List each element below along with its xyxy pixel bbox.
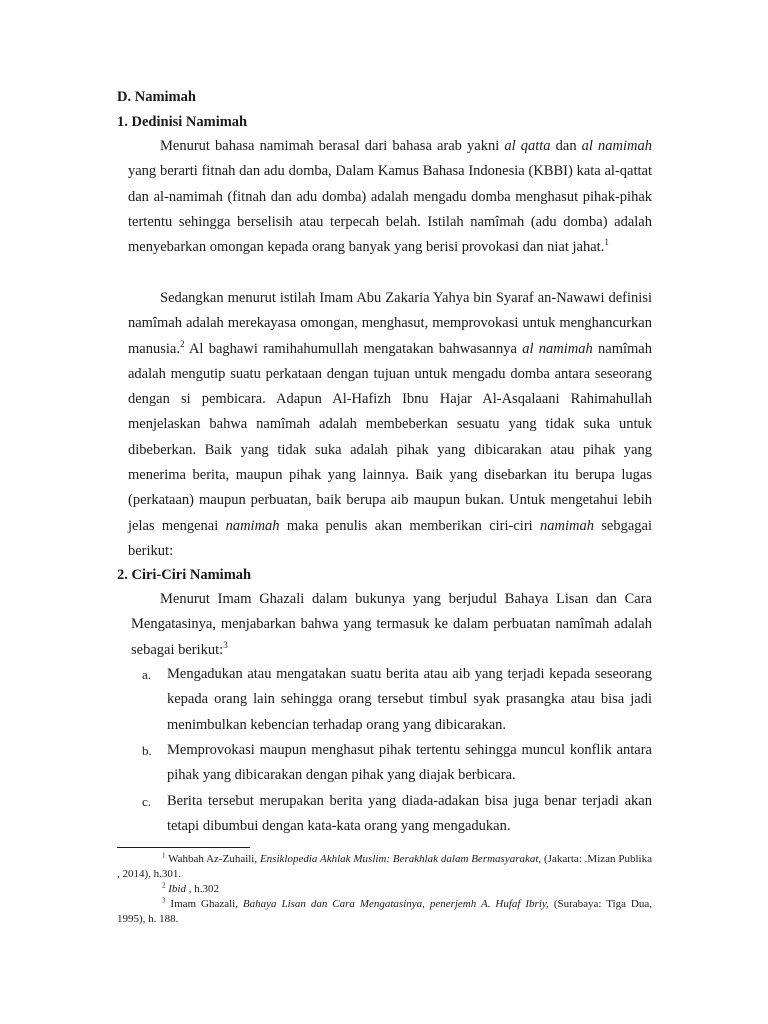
paragraph-definition-term: Sedangkan menurut istilah Imam Abu Zakaria Yahya bin Syaraf an-Nawawi definisi namîmah adalah merekayasa omongan, menghasut, memprovokasi untuk menghancurkan manusia.$^2$ Al baghawi ramihahumullah mengatakan bahwasannya al namimah namîmah adalah mengutip suatu perkataan dengan tujuan untuk mengadu domba antara seseorang dengan si pembicara. Adapun Al-Hafizh Ibnu Hajar Al-Asqalaani Rahimahullah menjelaskan bahwa namîmah adalah membeberkan sesuatu yang tidak suka untuk dibeberkan. Baik yang tidak suka adalah pihak yang dibicarakan atau pihak yang menerima berita, maupun pihak yang lainnya. Baik yang disebarkan itu berupa lugas (perkataan) maupun perbuatan, baik berupa aib maupun bukan. Untuk mengetahui lebih jelas mengenai namimah maka penulis akan memberikan ciri-ciri namimah sebgagai berikut:	[128, 290, 653, 559]
list-marker: b.	[142, 743, 152, 758]
list-item	[142, 738, 652, 789]
list-marker: c.	[142, 794, 152, 809]
subheading-characteristics: 2. Ciri-Ciri Namimah	[117, 567, 252, 583]
section-heading: D. Namimah	[117, 89, 196, 105]
list-item	[142, 789, 652, 840]
paragraph-definition-language: Menurut bahasa namimah berasal dari bahasa arab yakni al qatta dan al namimah yang berarti fitnah dan adu domba, Dalam Kamus Bahasa Indonesia (KBBI) kata al-qattat dan al-namimah (fitnah dan adu domba) adalah mengadu domba menghasut pihak-pihak tertentu sehingga berselisih atau terpecah belah. Istilah namîmah (adu domba) adalah menyebarkan omongan kepada orang banyak yang berisi provokasi dan niat jahat.$^1$	[128, 138, 653, 256]
footnotes	[117, 852, 652, 927]
footnote-ref-3: 3	[223, 639, 228, 650]
footnote-1: $^1$ Wahbah Az-Zuhaili, Ensiklopedia Akhlak Muslim: Berakhlak dalam Bermasyarakat, (Jakarta: .Mizan Publika , 2014), h.301.	[117, 851, 652, 880]
list-item	[142, 662, 652, 738]
footnote-3: $^3$ Imam Ghazali, Bahaya Lisan dan Cara Mengatasinya, penerjemh A. Hufaf Ibriy, (Surabaya: Tiga Dua, 1995), h. 188.	[117, 896, 652, 925]
footnote-2: $^2$ Ibid , h.302	[162, 881, 219, 895]
subheading-definition: 1. Dedinisi Namimah	[117, 114, 248, 130]
footnote-ref-2: 2	[179, 338, 185, 349]
list-item-text: Berita tersebut merupakan berita yang diada-adakan bisa juga benar terjadi akan tetapi dibumbui dengan kata-kata orang yang mengadukan.	[167, 793, 652, 835]
list-item-text: Memprovokasi maupun menghasut pihak tertentu sehingga muncul konflik antara pihak yang dibicarakan dengan pihak yang diajak berbicara.	[167, 742, 652, 784]
footnote-separator	[117, 847, 250, 848]
paragraph-characteristics-intro: Menurut Imam Ghazali dalam bukunya yang berjudul Bahaya Lisan dan Cara Mengatasinya, menjabarkan bahwa yang termasuk ke dalam perbuatan namîmah adalah sebagai berikut:$^3$	[131, 591, 652, 658]
footnote-ref-1: 1	[604, 237, 609, 248]
list-marker: a.	[142, 667, 152, 682]
list-item-text: Mengadukan atau mengatakan suatu berita atau aib yang terjadi kepada seseorang kepada orang lain sehingga orang tersebut timbul syak prasangka atau bisa jadi menimbulkan kebencian terhadap orang yang dibicarakan.	[167, 666, 652, 733]
